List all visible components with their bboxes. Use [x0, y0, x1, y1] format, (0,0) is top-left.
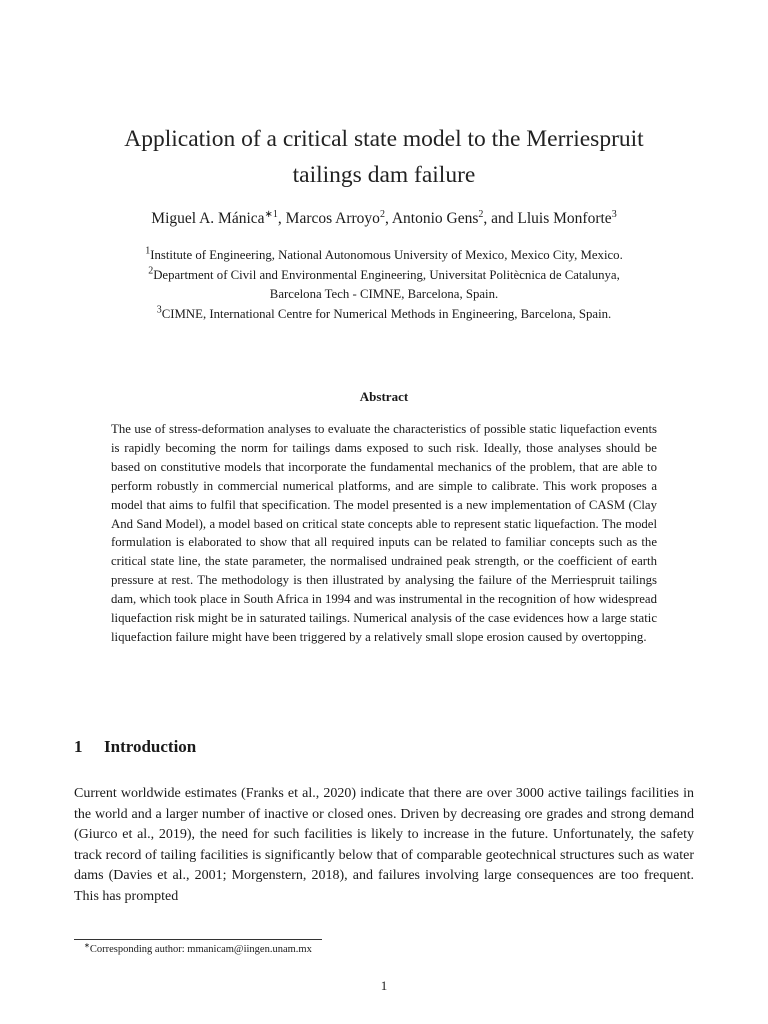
author-2-mark: 2	[379, 208, 385, 220]
footnote-mark: ∗	[84, 941, 90, 950]
footnote	[84, 941, 312, 955]
author-separator: ,	[384, 210, 392, 227]
section-number: 1	[74, 737, 83, 756]
author-separator: ,	[277, 210, 286, 227]
affiliation-3-text: CIMNE, International Centre for Numerical Methods in Engineering, Barcelona, Spain.	[161, 306, 612, 321]
author-2-name: Marcos Arroyo	[285, 210, 380, 227]
author-4-name: Lluis Monforte	[517, 210, 612, 227]
footnote-divider	[74, 939, 322, 940]
affiliation-2-mark: 2	[148, 265, 154, 277]
author-list	[40, 208, 728, 230]
paper-title	[60, 121, 708, 193]
affiliation-1	[60, 246, 708, 266]
author-4-mark: 3	[611, 208, 617, 220]
affiliation-3-mark: 3	[156, 304, 162, 316]
author-3-name: Antonio Gens	[391, 210, 479, 227]
affiliation-2	[60, 266, 708, 286]
author-1-name: Miguel A. Mánica	[151, 210, 265, 227]
title-line-2: tailings dam failure	[292, 162, 476, 188]
abstract-text: The use of stress-deformation analyses to evaluate the characteristics of possible static liquefaction events is rapidly becoming the norm for tailings dams exposed to such risk. Ideally, those analyses should be based on constitutive models that incorporate the fundamental mechanics of the problem, that are able to perform robustly in commercial numerical platforms, and are simple to calibrate. This work proposes a model that aims to fulfil that specification. The model presented is a new implementation of CASM (Clay And Sand Model), a model based on critical state concepts able to represent static liquefaction. The model formulation is elaborated to show that all required inputs can be related to familiar concepts such as the critical state line, the state parameter, the normalised undrained peak strength, or the coefficient of earth pressure at rest. The methodology is then illustrated by analysing the failure of the Merriespruit tailings dam, which took place in South Africa in 1994 and was instrumental in the recognition of how widespread liquefaction risk might be in saturated tailings. Numerical analysis of the case evidences how a large static liquefaction failure might have been triggered by a relatively small slope erosion caused by overtopping.	[111, 422, 657, 644]
footnote-text: Corresponding author: mmanicam@iingen.unam.mx	[89, 944, 312, 955]
affiliation-3	[60, 305, 708, 325]
abstract-heading: Abstract	[359, 389, 409, 404]
section-heading	[74, 737, 196, 757]
affiliation-1-text: Institute of Engineering, National Autonomous University of Mexico, Mexico City, Mexico.	[150, 248, 623, 262]
affiliations	[60, 246, 708, 324]
author-separator: , and	[483, 210, 518, 227]
author-3-mark: 2	[478, 208, 484, 220]
affiliation-2-text-line-1: Department of Civil and Environmental Engineering, Universitat Politècnica de Catalunya,	[153, 267, 620, 282]
page-number: 1	[380, 978, 388, 993]
affiliation-2-line-2: Barcelona Tech - CIMNE, Barcelona, Spain.	[269, 287, 499, 301]
title-line-1: Application of a critical state model to the Merriespruit	[124, 126, 644, 152]
section-title: Introduction	[104, 737, 197, 756]
author-1-mark: ∗1	[264, 208, 278, 220]
affiliation-1-mark: 1	[145, 245, 151, 257]
section-body-text: Current worldwide estimates (Franks et al., 2020) indicate that there are over 3000 active tailings facilities in the world and a larger number of inactive or closed ones. Driven by decreasing ore grades and strong demand (Giurco et al., 2019), the need for such facilities is likely to increase in the future. Unfortunately, the safety track record of tailing facilities is significantly below that of comparable geotechnical structures such as water dams (Davies et al., 2001; Morgenstern, 2018), and failures involving large consequences are too frequent. This has prompted	[74, 786, 694, 904]
